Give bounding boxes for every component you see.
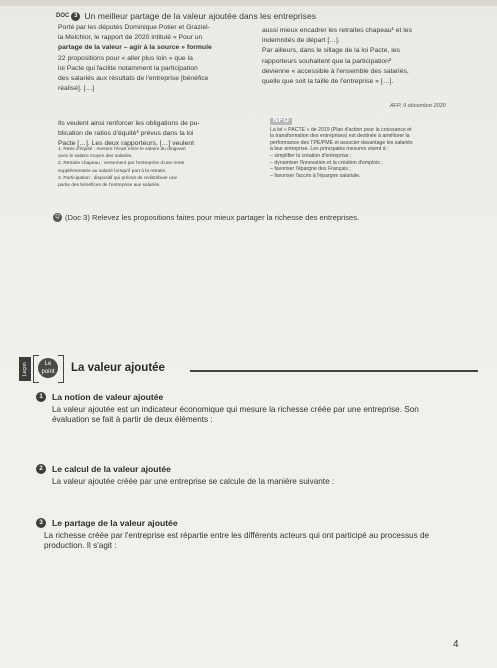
article-source: AFP, 9 décembre 2020 bbox=[390, 103, 446, 109]
article-line: Ils veulent ainsi renforcer les obligations de pu- bbox=[58, 120, 200, 127]
article-line: Porté par les députés Dominique Potier et Graziel- bbox=[58, 24, 210, 31]
subsection-body bbox=[52, 477, 472, 487]
article-left-middle bbox=[58, 119, 256, 150]
question-icon: Q bbox=[53, 213, 62, 222]
lesson-header bbox=[18, 355, 478, 383]
article-line: loi Pacte qui facilite notamment la participation bbox=[58, 64, 198, 72]
document-header bbox=[56, 11, 476, 21]
body-line: La valeur ajoutée est un indicateur économique qui mesure la richesse créée par une entreprise. Son bbox=[52, 405, 419, 414]
footnote-line: supplémentaire au salarié lorsqu'il part à la retraite. bbox=[58, 168, 167, 174]
article-line: aussi mieux encadrer les retraites chapeau¹ et les bbox=[262, 27, 412, 34]
article-line: rapporteurs souhaitent que la participation² bbox=[262, 57, 392, 65]
title-rule bbox=[190, 370, 478, 372]
lesson-mark bbox=[18, 355, 66, 383]
article-left-column bbox=[58, 23, 258, 94]
subsection-title: La notion de valeur ajoutée bbox=[52, 392, 164, 402]
article-line: 22 propositions pour « aller plus loin » que la bbox=[58, 54, 193, 62]
info-line: La loi « PACTE » de 2019 (Plan d'action pour la croissance et bbox=[270, 126, 412, 133]
footnote-line: 3. Participation : dispositif qui prévoit de redistribuer une bbox=[58, 175, 178, 181]
subsection-heading bbox=[36, 392, 163, 402]
subsection-body bbox=[52, 405, 472, 425]
article-line: blication de ratios d'équité³ prévus dans la loi bbox=[58, 130, 194, 138]
question-text: (Doc 3) Relevez les propositions faites pour mieux partager la richesse des entreprises. bbox=[65, 213, 360, 222]
lesson-vertical-label: Leçon bbox=[19, 357, 31, 381]
subsection-title: Le partage de la valeur ajoutée bbox=[52, 518, 178, 528]
footnote-line: 1. Ratio d'équité : mesure l'écart entre le salaire du dirigeant bbox=[58, 147, 186, 152]
article-line: Par ailleurs, dans le sillage de la loi Pacte, les bbox=[262, 47, 400, 55]
bracket-right-icon bbox=[58, 355, 64, 383]
info-line: la transformation des entreprises) est destinée à améliorer la bbox=[270, 133, 410, 140]
subsection-number: 3 bbox=[36, 518, 46, 528]
doc-badge-label: DOC bbox=[56, 13, 70, 19]
info-line: – favoriser l'épargne des Français ; bbox=[270, 166, 351, 173]
info-tag: NFO bbox=[270, 118, 292, 125]
subsection-number: 1 bbox=[36, 392, 46, 402]
lesson-badge: Le point bbox=[38, 358, 58, 378]
article-line: Pacte […]. Les deux rapporteurs, […] veulent bbox=[58, 140, 195, 148]
footnotes bbox=[58, 147, 258, 190]
subsection-number: 2 bbox=[36, 464, 46, 474]
document-title: Un meilleur partage de la valeur ajoutée dans les entreprises bbox=[84, 11, 317, 21]
info-box bbox=[270, 118, 470, 179]
body-line: évaluation se fait à partir de deux éléments : bbox=[52, 415, 213, 424]
lesson-title: La valeur ajoutée bbox=[71, 362, 165, 374]
info-line: – favoriser l'accès à l'épargne salariale. bbox=[270, 172, 361, 179]
subsection-title: Le calcul de la valeur ajoutée bbox=[52, 464, 171, 474]
info-line: – simplifier la création d'entreprise ; bbox=[270, 152, 352, 159]
article-right-column bbox=[262, 26, 470, 87]
article-line: réalisé]. […] bbox=[58, 85, 95, 93]
doc-badge bbox=[56, 12, 80, 21]
article-line: la Melchior, le rapport de 2020 intitulé « Pour un bbox=[58, 34, 203, 42]
info-line: à leur entreprise. Les principales mesures visent à : bbox=[270, 146, 389, 153]
footnote-line: avec le salaire moyen des salariés. bbox=[58, 154, 133, 160]
article-line: devienne « accessible à l'ensemble des salariés, bbox=[262, 67, 409, 75]
article-line: partage de la valeur – agir à la source » formule bbox=[58, 44, 212, 52]
doc-badge-number: 3 bbox=[71, 12, 80, 21]
info-line: performance des TPE/PME et associer davantage les salariés bbox=[270, 139, 413, 146]
article-line: indemnités de départ […]. bbox=[262, 37, 340, 45]
subsection-heading bbox=[36, 518, 178, 528]
subsection-heading bbox=[36, 464, 171, 474]
body-line: La richesse créée par l'entreprise est répartie entre les différents acteurs qui ont participé au processus de bbox=[44, 531, 430, 540]
page-edge-shadow bbox=[0, 0, 497, 6]
article-line: quelle que soit la taille de l'entreprise » […]. bbox=[262, 78, 394, 86]
article-line: des salariés aux résultats de l'entreprise [bénéfice bbox=[58, 75, 209, 83]
body-line: La valeur ajoutée créée par une entreprise se calcule de la manière suivante : bbox=[52, 477, 335, 486]
question bbox=[53, 213, 359, 222]
body-line: production. Il s'agit : bbox=[44, 541, 117, 550]
footnote-line: 2. Retraite chapeau : versement par l'entreprise d'une rente bbox=[58, 161, 185, 167]
subsection-body bbox=[44, 531, 474, 551]
info-line: – dynamiser l'innovation et la création d'emplois ; bbox=[270, 159, 383, 166]
footnote-line: partie des bénéfices de l'entreprise aux salariés. bbox=[58, 183, 161, 189]
page-number: 4 bbox=[453, 639, 459, 650]
